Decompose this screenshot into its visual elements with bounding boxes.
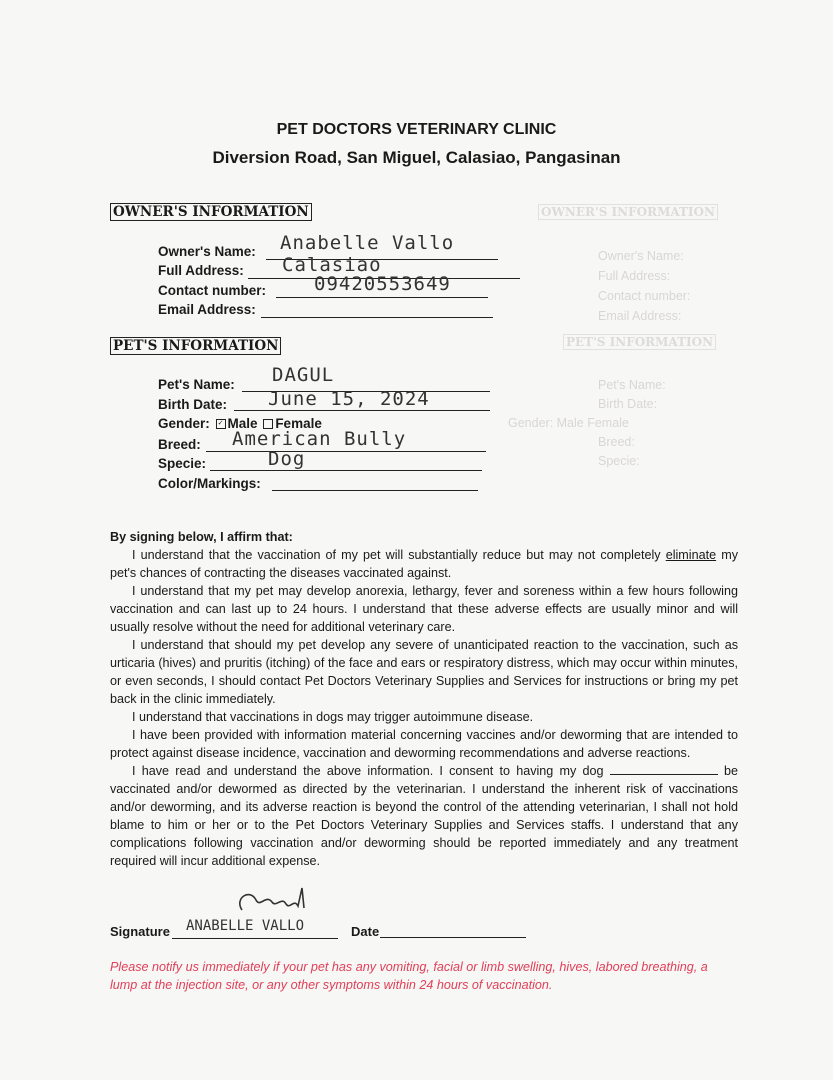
signature-scribble [232,884,318,920]
birth-date-label: Birth Date: [158,397,228,412]
consent-p6-start: I have read and understand the above information. I consent to having my dog [132,764,604,778]
color-label: Color/Markings: [158,476,261,491]
consent-p5: I have been provided with information material concerning vaccines and/or deworming that are intended to protect against disease incidence, vaccination and deworming recommendations and adverse reactions. [110,728,738,760]
consent-p3: I understand that should my pet develop any severe of unanticipated reaction to the vaccination, such as urticaria (hives) and pruritis (itching) of the face and ears or respiratory distress, which may occur within minutes, or even seconds, I should contact Pet Doctors Veterinary Supplies and Services for instructions or bring my pet back in the clinic immediately. [110,638,738,706]
email-line [261,317,493,318]
pet-section-heading: PET'S INFORMATION [110,337,281,355]
ghost-line: Birth Date: [598,397,658,411]
consent-p1-underlined: eliminate [665,548,717,562]
specie-line [210,470,482,471]
gender-label: Gender: [158,416,210,431]
ghost-pet-lines [508,376,666,471]
breed-value[interactable]: American Bully [232,428,407,450]
address-label: Full Address: [158,263,244,278]
birth-date-value[interactable]: June 15, 2024 [268,388,430,410]
specie-value[interactable]: Dog [268,448,306,470]
contact-value[interactable]: 09420553649 [314,273,451,295]
ghost-line: Email Address: [598,309,682,323]
consent-p1-start: I understand that the vaccination of my pet will substantially reduce but may not completely [132,548,661,562]
consent-intro: By signing below, I affirm that: [110,530,293,544]
ghost-pet-section: PET'S INFORMATION [563,334,716,350]
ghost-line: Full Address: [598,269,671,283]
clinic-title: PET DOCTORS VETERINARY CLINIC [276,121,557,138]
owner-section-heading: OWNER'S INFORMATION [110,203,312,221]
vaccination-notice: Please notify us immediately if your pet has any vomiting, facial or limb swelling, hives, labored breathing, a lump at the injection site, or any other symptoms within 24 hours of vaccination. [110,960,708,992]
breed-line [206,451,486,452]
pet-name-value[interactable]: DAGUL [272,364,335,386]
male-checkbox[interactable]: ✓ [216,419,226,429]
ghost-line: Breed: [598,435,635,449]
consent-p6-end: be vaccinated and/or dewormed as directed by the veterinarian. I understand the inherent risk of vaccinations and/or deworming, and its adverse reaction is beyond the control of the attending veterinarian, I shall not hold blame to him or her or to the Pet Doctors Veterinary Supplies and Services staffs. I understand that any complications following vaccination and/or deworming should be reported immediately and any treatment required will incur additional expense. [110,764,739,868]
specie-label: Specie: [158,456,207,471]
signature-line[interactable] [172,938,338,939]
ghost-line: Gender: Male Female [508,416,629,430]
consent-p4: I understand that vaccinations in dogs may trigger autoimmune disease. [132,710,534,724]
date-line[interactable] [380,937,526,938]
ghost-line: Specie: [598,454,640,468]
signature-printed-name: ANABELLE VALLO [186,918,305,934]
consent-p6 [110,762,738,870]
consent-p2: I understand that my pet may develop anorexia, lethargy, fever and soreness within a few hours following vaccination and can last up to 24 hours. I understand that these adverse effects are usually minor and will usually resolve without the need for additional veterinary care. [110,584,738,634]
consent-p1-end: my pet's chances of contracting the diseases vaccinated against. [110,548,739,580]
color-line [272,490,478,491]
date-label: Date [351,924,380,939]
ghost-owner-section: OWNER'S INFORMATION [538,204,718,220]
owner-name-label: Owner's Name: [158,244,256,259]
female-option: Female [275,416,322,431]
ghost-line: Owner's Name: [598,249,684,263]
signature-label: Signature [110,924,170,939]
address-value[interactable]: Calasiao [282,254,382,276]
birth-date-line [234,410,490,411]
ghost-owner-lines [598,246,690,326]
consent-text [110,528,738,870]
email-label: Email Address: [158,302,256,317]
consent-p1 [110,546,738,582]
contact-line [276,297,488,298]
ghost-line: Pet's Name: [598,378,666,392]
male-option: Male [227,416,258,431]
owner-name-value[interactable]: Anabelle Vallo [280,232,455,254]
contact-label: Contact number: [158,283,266,298]
clinic-address: Diversion Road, San Miguel, Calasiao, Pangasinan [212,148,621,167]
pet-name-label: Pet's Name: [158,377,235,392]
ghost-line: Contact number: [598,289,691,303]
dog-name-blank[interactable] [610,764,718,775]
breed-label: Breed: [158,437,201,452]
